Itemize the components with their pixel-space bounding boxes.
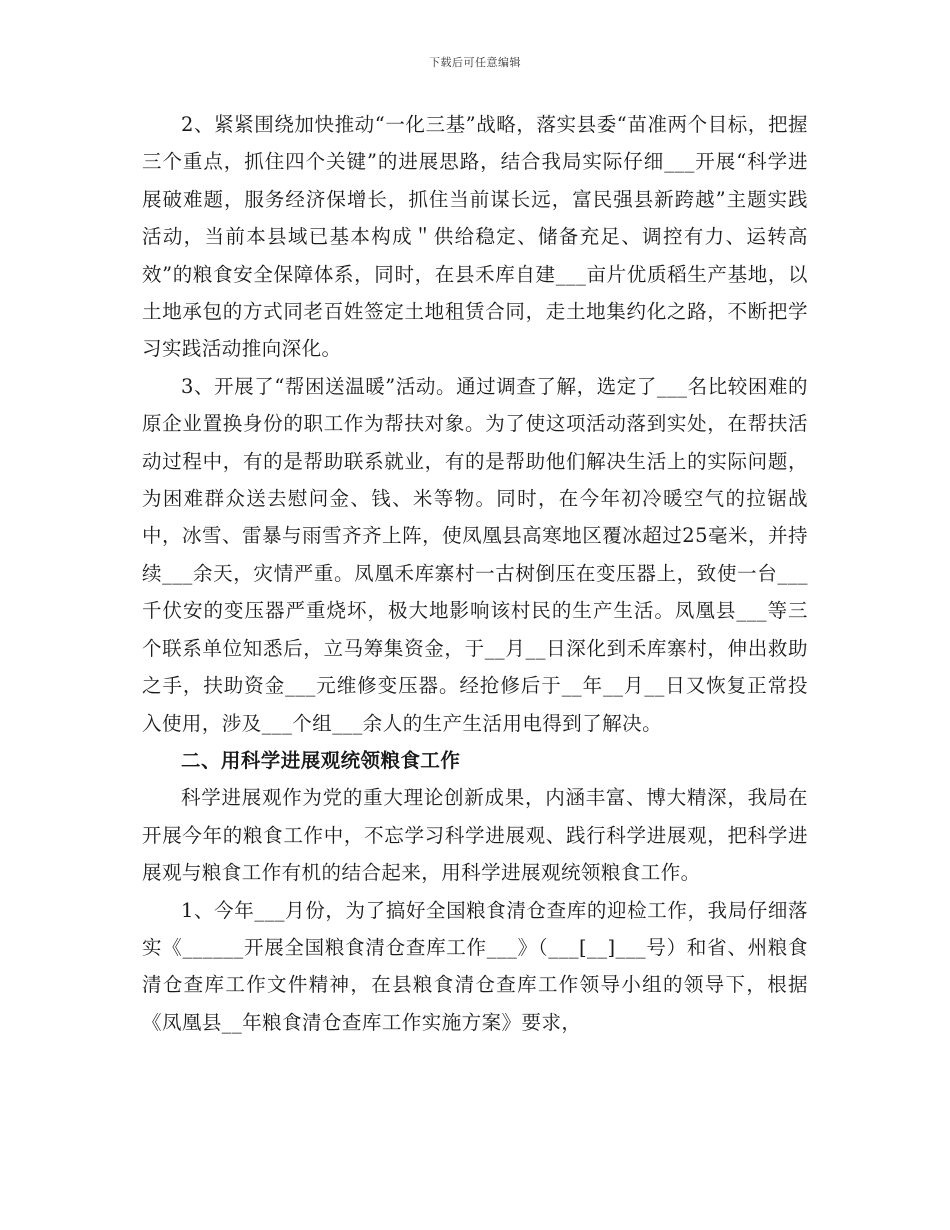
section-heading: 二、用科学进展观统领粮食工作: [181, 748, 461, 772]
document-body: [142, 106, 808, 1041]
page-header-note: 下载后可任意编辑: [429, 56, 521, 69]
paragraph-poverty-relief: 3、开展了“帮困送温暖”活动。通过调查了解，选定了___名比较困难的原企业置换身份的职工作为帮扶对象。为了使这项活动落到实处，在帮扶活动过程中，有的是帮助联系就业，有的是帮助他们解决生活上的实际问题，为困难群众送去慰问金、钱、米等物。同时，在今年初冷暖空气的拉锯战中，冰雪、雷暴与雨雪齐齐上阵，使凤凰县高寒地区覆冰超过25毫米，并持续___余天，灾情严重。凤凰禾库寨村一古树倒压在变压器上，致使一台___千伏安的变压器严重烧坏，极大地影响该村民的生产生活。凤凰县___等三个联系单位知悉后，立马筹集资金，于__月__日深化到禾库寨村，伸出救助之手，扶助资金___元维修变压器。经抢修后于__年__月__日又恢复正常投入使用，涉及___个组___余人的生产生活用电得到了解决。: [142, 374, 808, 735]
paragraph-strategy: 2、紧紧围绕加快推动“一化三基”战略，落实县委“苗准两个目标，把握三个重点，抓住四个关键”的进展思路，结合我局实际仔细___开展“科学进展破难题，服务经济保增长，抓住当前谋长远，富民强县新跨越”主题实践活动，当前本县域已基本构成＂供给稳定、储备充足、调控有力、运转高效”的粮食安全保障体系，同时，在县禾库自建___亩片优质稻生产基地，以土地承包的方式同老百姓签定土地租赁合同，走土地集约化之路，不断把学习实践活动推向深化。: [142, 113, 808, 361]
paragraph-scientific-development: 科学进展观作为党的重大理论创新成果，内涵丰富、博大精深，我局在开展今年的粮食工作中，不忘学习科学进展观、践行科学进展观，把科学进展观与粮食工作有机的结合起来，用科学进展观统领粮食工作。: [142, 786, 808, 885]
paragraph-grain-inspection: 1、今年___月份，为了搞好全国粮食清仓查库的迎检工作，我局仔细落实《______开展全国粮食清仓查库工作___》（___[__]___号）和省、州粮食清仓查库工作文件精神，在县粮食清仓查库工作领导小组的领导下，根据《凤凰县__年粮食清仓查库工作实施方案》要求，: [142, 898, 808, 1034]
